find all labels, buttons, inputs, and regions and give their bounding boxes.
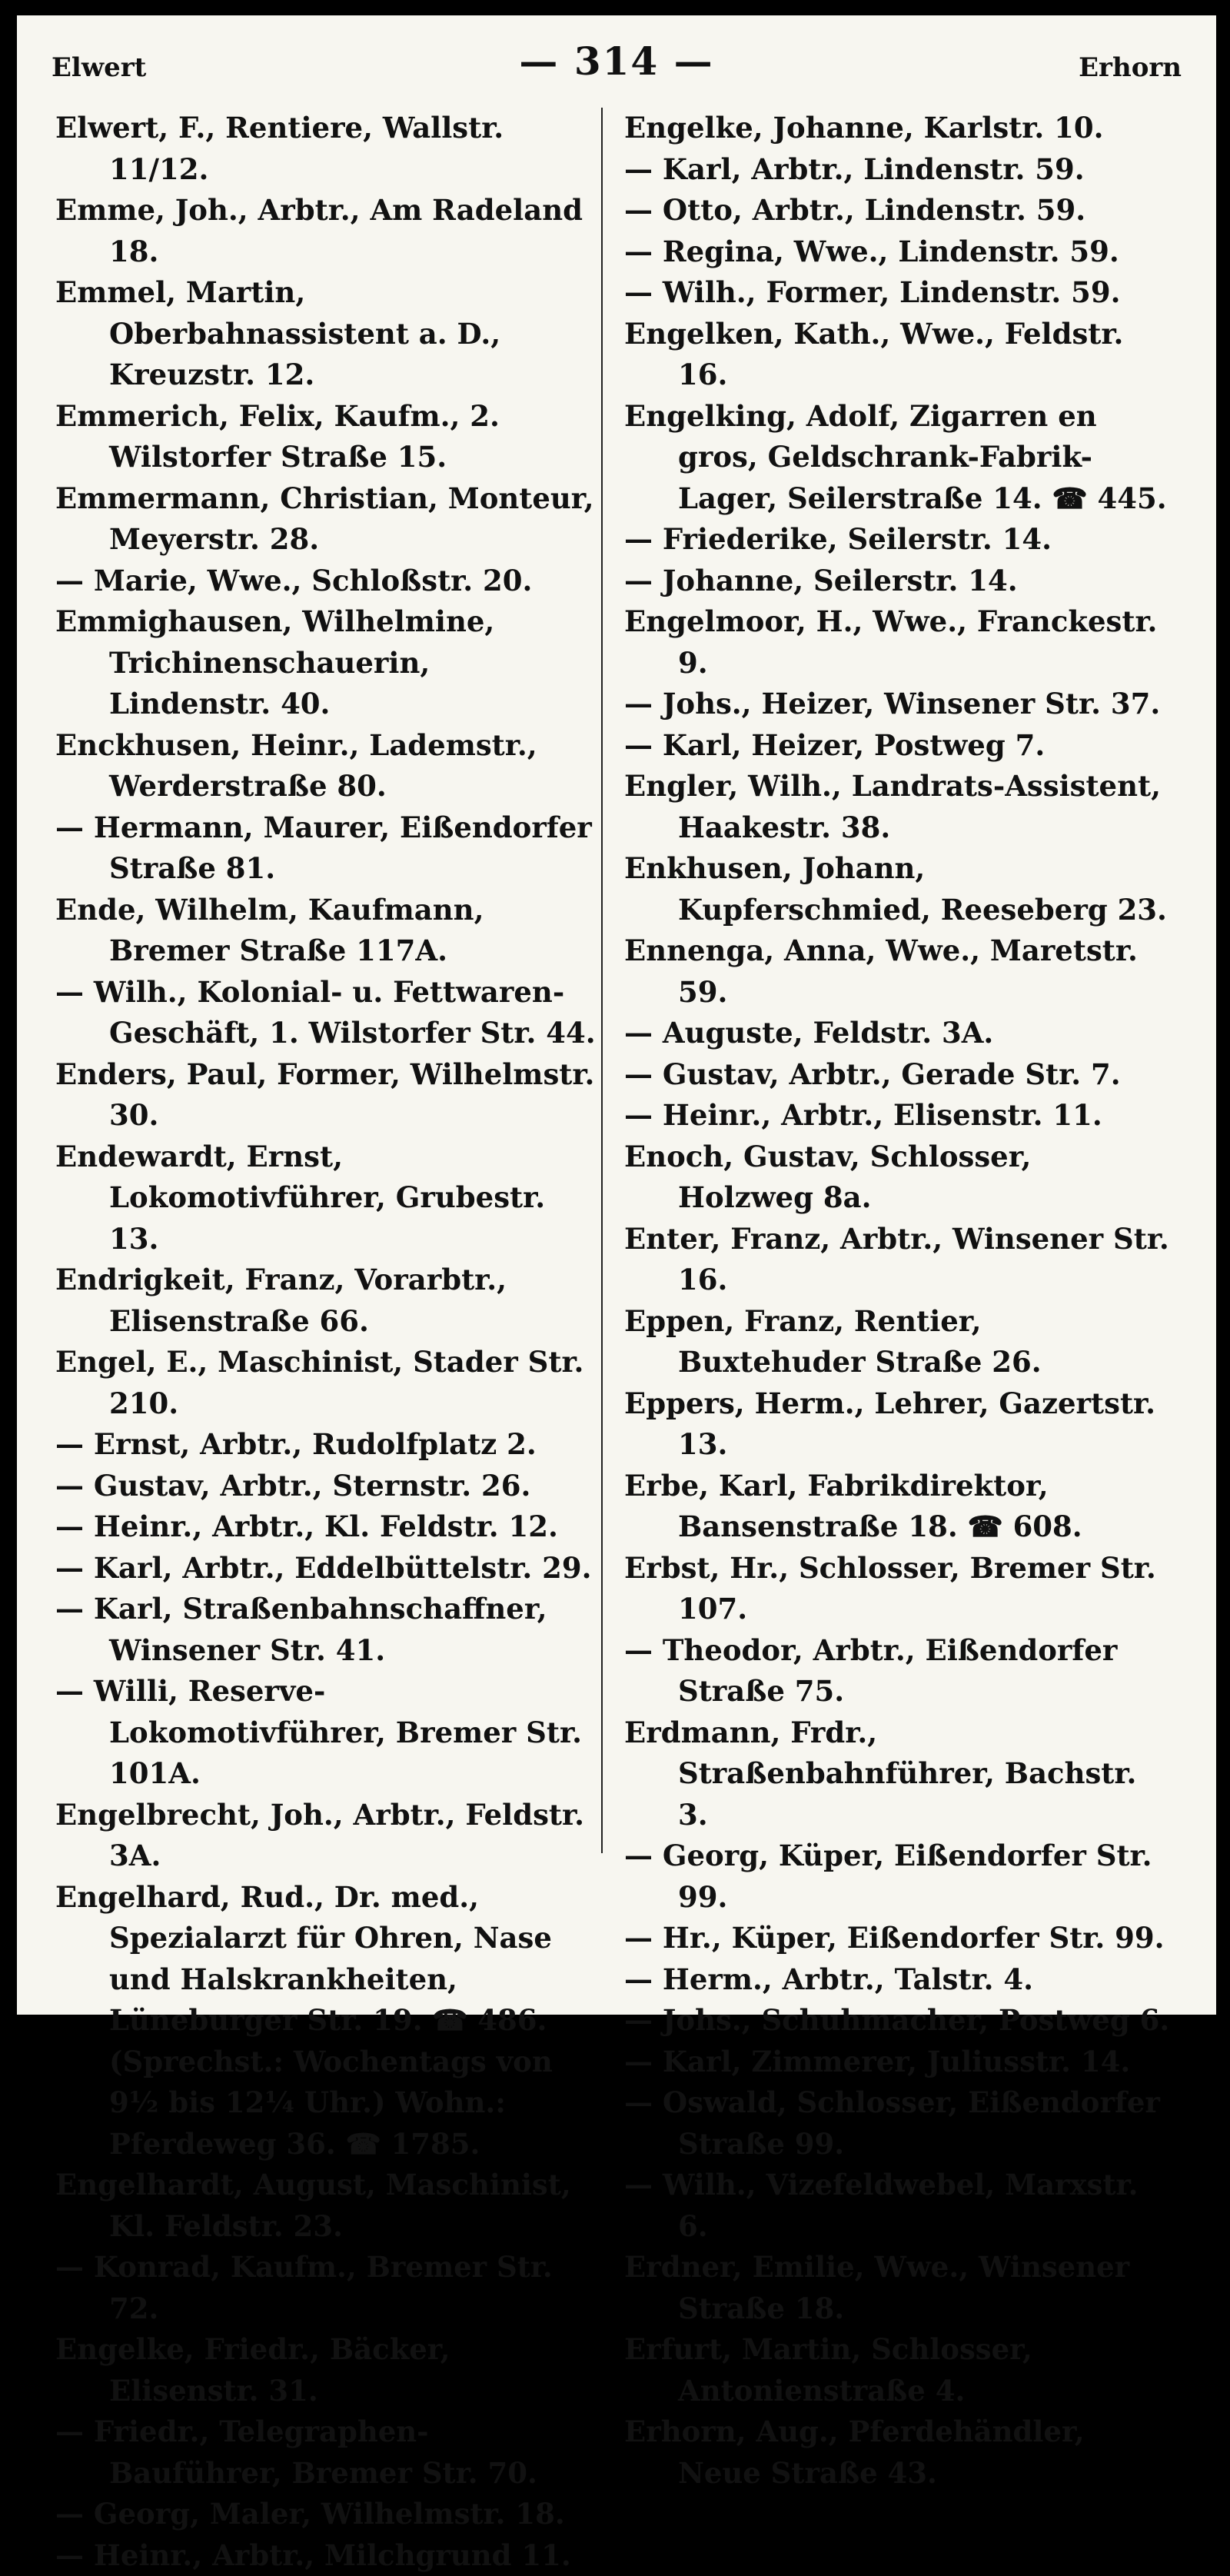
- directory-entry: Engelmoor, H., Wwe., Franckestr. 9.: [624, 601, 1170, 684]
- directory-entry: Emmel, Martin, Oberbahnassistent a. D., Kreuzstr. 12.: [55, 272, 601, 396]
- right-column: [624, 108, 1170, 2494]
- directory-entry: Engelke, Johanne, Karlstr. 10.: [624, 108, 1170, 149]
- directory-entry: — Gustav, Arbtr., Sternstr. 26.: [55, 1466, 601, 1507]
- directory-entry: Ende, Wilhelm, Kaufmann, Bremer Straße 117A.: [55, 890, 601, 972]
- directory-entry: — Friederike, Seilerstr. 14.: [624, 519, 1170, 561]
- header-last-name: Erhorn: [1079, 52, 1182, 83]
- directory-entry: — Willi, Reserve-Lokomotivführer, Bremer Str. 101A.: [55, 1671, 601, 1795]
- left-column: [55, 108, 601, 2576]
- directory-entry: — Heinr., Arbtr., Milchgrund 11.: [55, 2535, 601, 2576]
- directory-entry: Elwert, F., Rentiere, Wallstr. 11/12.: [55, 108, 601, 190]
- directory-entry: — Johs., Schuhmacher, Postweg 6.: [624, 2000, 1170, 2042]
- directory-entry: Engler, Wilh., Landrats-Assistent, Haakestr. 38.: [624, 766, 1170, 848]
- directory-entry: Eppen, Franz, Rentier, Buxtehuder Straße 26.: [624, 1301, 1170, 1383]
- directory-entry: Enders, Paul, Former, Wilhelmstr. 30.: [55, 1054, 601, 1137]
- directory-page: [17, 15, 1216, 2015]
- directory-entry: Engelken, Kath., Wwe., Feldstr. 16.: [624, 314, 1170, 396]
- directory-entry: Erhorn, Aug., Pferdehändler, Neue Straße 43.: [624, 2411, 1170, 2494]
- directory-entry: — Oswald, Schlosser, Eißendorfer Straße 99.: [624, 2082, 1170, 2165]
- directory-entry: — Hermann, Maurer, Eißendorfer Straße 81.: [55, 807, 601, 890]
- directory-entry: — Gustav, Arbtr., Gerade Str. 7.: [624, 1054, 1170, 1096]
- directory-entry: Eppers, Herm., Lehrer, Gazertstr. 13.: [624, 1383, 1170, 1466]
- directory-entry: — Karl, Heizer, Postweg 7.: [624, 725, 1170, 767]
- directory-entry: — Wilh., Kolonial- u. Fettwaren-Geschäft, 1. Wilstorfer Str. 44.: [55, 972, 601, 1054]
- directory-entry: Erdmann, Frdr., Straßenbahnführer, Bachstr. 3.: [624, 1712, 1170, 1836]
- directory-entry: — Karl, Zimmerer, Juliusstr. 14.: [624, 2042, 1170, 2083]
- directory-entry: Engelking, Adolf, Zigarren en gros, Geldschrank-Fabrik-Lager, Seilerstraße 14. ☎ 445.: [624, 396, 1170, 520]
- directory-entry: Engelhardt, August, Maschinist, Kl. Feldstr. 23.: [55, 2165, 601, 2247]
- directory-entry: — Heinr., Arbtr., Elisenstr. 11.: [624, 1095, 1170, 1137]
- directory-entry: — Friedr., Telegraphen-Bauführer, Bremer Str. 70.: [55, 2411, 601, 2494]
- directory-entry: Endewardt, Ernst, Lokomotivführer, Grubestr. 13.: [55, 1137, 601, 1260]
- directory-entry: — Georg, Küper, Eißendorfer Str. 99.: [624, 1835, 1170, 1918]
- page-header: [17, 38, 1216, 100]
- header-first-name: Elwert: [52, 52, 146, 83]
- directory-entry: Enkhusen, Johann, Kupferschmied, Reeseberg 23.: [624, 848, 1170, 930]
- directory-entry: Enckhusen, Heinr., Lademstr., Werderstraße 80.: [55, 725, 601, 807]
- directory-entry: — Johs., Heizer, Winsener Str. 37.: [624, 684, 1170, 725]
- directory-entry: — Marie, Wwe., Schloßstr. 20.: [55, 561, 601, 602]
- directory-entry: Erbst, Hr., Schlosser, Bremer Str. 107.: [624, 1548, 1170, 1630]
- directory-entry: — Ernst, Arbtr., Rudolfplatz 2.: [55, 1424, 601, 1466]
- directory-entry: Engelke, Friedr., Bäcker, Elisenstr. 31.: [55, 2329, 601, 2411]
- directory-entry: Ennenga, Anna, Wwe., Maretstr. 59.: [624, 930, 1170, 1013]
- directory-entry: Emmerich, Felix, Kaufm., 2. Wilstorfer Straße 15.: [55, 396, 601, 478]
- directory-entry: — Karl, Straßenbahnschaffner, Winsener Str. 41.: [55, 1589, 601, 1671]
- directory-entry: — Karl, Arbtr., Eddelbüttelstr. 29.: [55, 1548, 601, 1589]
- directory-entry: Endrigkeit, Franz, Vorarbtr., Elisenstraße 66.: [55, 1260, 601, 1342]
- column-divider: [601, 108, 603, 1853]
- directory-entry: — Heinr., Arbtr., Kl. Feldstr. 12.: [55, 1506, 601, 1548]
- directory-entry: — Johanne, Seilerstr. 14.: [624, 561, 1170, 602]
- directory-entry: Emmighausen, Wilhelmine, Trichinenschauerin, Lindenstr. 40.: [55, 601, 601, 725]
- directory-entry: Engelhard, Rud., Dr. med., Spezialarzt für Ohren, Nase und Halskrankheiten, Lüneburger Str. 19. ☎ 486. (Sprechst.: Wochentags von 9½ bis 12¼ Uhr.) Wohn.: Pferdeweg 36. ☎ 1785.: [55, 1877, 601, 2165]
- directory-entry: — Regina, Wwe., Lindenstr. 59.: [624, 231, 1170, 273]
- directory-entry: Engelbrecht, Joh., Arbtr., Feldstr. 3A.: [55, 1795, 601, 1877]
- directory-entry: — Hr., Küper, Eißendorfer Str. 99.: [624, 1918, 1170, 1959]
- directory-entry: — Herm., Arbtr., Talstr. 4.: [624, 1959, 1170, 2001]
- directory-entry: — Georg, Maler, Wilhelmstr. 18.: [55, 2494, 601, 2535]
- directory-entry: — Otto, Arbtr., Lindenstr. 59.: [624, 190, 1170, 231]
- directory-entry: — Auguste, Feldstr. 3A.: [624, 1013, 1170, 1054]
- directory-entry: Enter, Franz, Arbtr., Winsener Str. 16.: [624, 1219, 1170, 1301]
- directory-entry: — Konrad, Kaufm., Bremer Str. 72.: [55, 2247, 601, 2329]
- directory-entry: Erfurt, Martin, Schlosser, Antonienstraße 4.: [624, 2329, 1170, 2411]
- directory-entry: Engel, E., Maschinist, Stader Str. 210.: [55, 1342, 601, 1424]
- directory-entry: Emme, Joh., Arbtr., Am Radeland 18.: [55, 190, 601, 272]
- directory-entry: — Wilh., Former, Lindenstr. 59.: [624, 272, 1170, 314]
- page-number: — 314 —: [17, 38, 1216, 84]
- directory-entry: Erbe, Karl, Fabrikdirektor, Bansenstraße 18. ☎ 608.: [624, 1466, 1170, 1548]
- directory-entry: — Karl, Arbtr., Lindenstr. 59.: [624, 149, 1170, 191]
- directory-entry: Emmermann, Christian, Monteur, Meyerstr. 28.: [55, 478, 601, 561]
- directory-entry: Enoch, Gustav, Schlosser, Holzweg 8a.: [624, 1137, 1170, 1219]
- directory-entry: — Theodor, Arbtr., Eißendorfer Straße 75.: [624, 1630, 1170, 1712]
- directory-entry: Erdner, Emilie, Wwe., Winsener Straße 18.: [624, 2247, 1170, 2329]
- directory-entry: — Wilh., Vizefeldwebel, Marxstr. 6.: [624, 2165, 1170, 2247]
